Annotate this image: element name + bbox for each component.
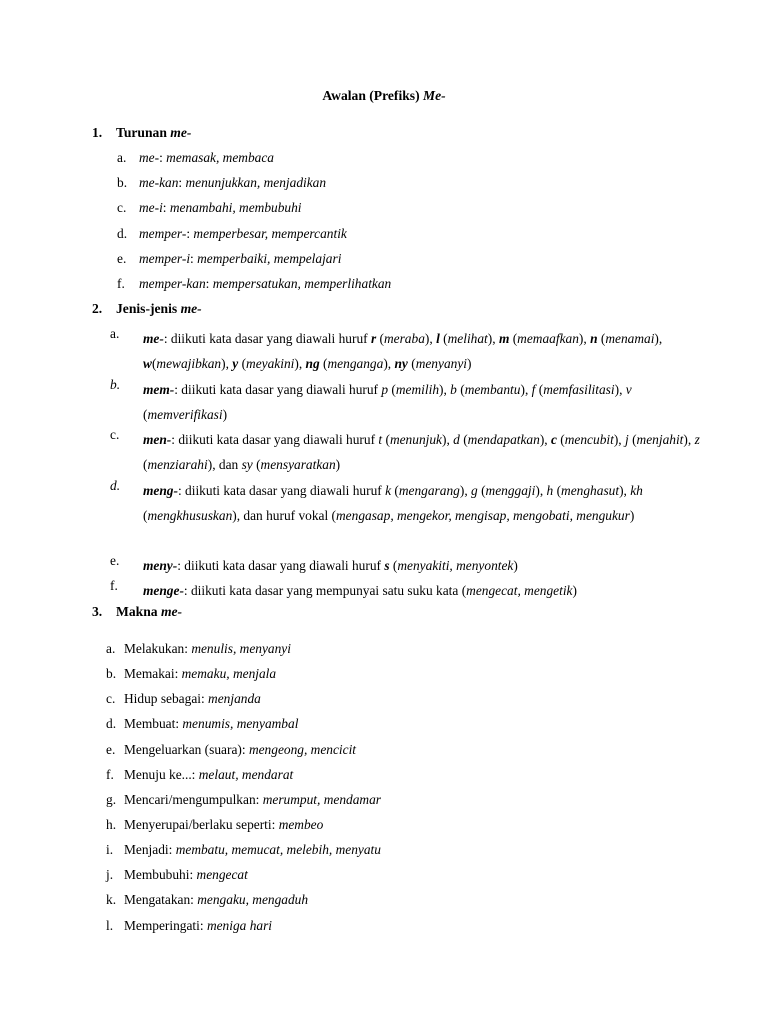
examples: menulis, menyanyi [191,641,291,656]
text-segment: ), [654,331,663,346]
list-item: c. me-i: menambahi, membubuhi [117,200,302,215]
meaning: Membuat: [124,716,183,731]
text-segment: ( [388,382,396,397]
emphasis-segment: y [232,356,239,372]
emphasis-segment: me- [143,331,164,346]
list-marker: e. [106,742,116,757]
page-title [0,88,768,104]
text-segment: ( [252,457,261,473]
emphasis-segment: t [378,432,383,447]
emphasis-segment: g [471,483,478,498]
list-item [106,767,293,783]
list-marker: f. [110,578,118,593]
emphasis-segment: j [625,432,629,447]
text-segment: ), [459,483,472,498]
emphasis-segment: kh [630,483,643,498]
emphasis-segment: meyakini [246,356,295,372]
list-item [110,553,702,578]
emphasis-segment: menjahit [636,432,684,447]
list-marker: f. [106,767,114,782]
text-segment: ( [459,432,468,447]
title-text: Awalan (Prefiks) [322,88,424,103]
section-number: 2. [92,301,103,316]
list-item [110,427,702,478]
list-marker: c. [106,691,116,706]
list-item [106,716,298,732]
emphasis-segment: mengecat, mengetik [466,583,573,598]
affix: memper-i [139,251,191,266]
text-segment: ( [319,356,328,372]
list-item-text [143,553,702,578]
text-segment: ), [294,356,306,372]
meaning: Mengatakan: [124,892,198,907]
list-marker: e. [110,553,120,568]
emphasis-segment: memilih [395,382,440,397]
list-item [106,918,272,934]
emphasis-segment: memaafkan [517,331,579,346]
emphasis-segment: r [370,331,377,346]
emphasis-segment: mengasap, mengekor, mengisap, mengobati, mengukur [336,508,630,524]
section-label: Jenis-jenis [116,301,181,316]
list-item: b. me-kan: menunjukkan, menjadikan [117,175,327,190]
text-segment: ( [143,407,148,423]
text-segment: ( [439,331,448,346]
meaning: Mengeluarkan (suara): [124,742,249,757]
text-segment: ( [556,432,565,447]
emphasis-segment: meng- [143,483,178,498]
text-segment: ), [520,382,532,397]
examples: menjanda [208,691,261,706]
section-emphasis: me- [160,604,183,619]
emphasis-segment: mengarang [398,483,460,498]
emphasis-segment: b [450,382,457,397]
text-segment: ), [424,331,437,346]
examples: memperbaiki, mempelajari [197,251,342,266]
text-segment: ), [439,382,451,397]
text-segment: ( [553,483,562,498]
section-number: 3. [92,604,103,619]
affix: me-kan [139,175,179,190]
examples: melaut, mendarat [198,767,294,782]
list-marker: c. [117,200,127,215]
meaning: Menuju ke...: [124,767,199,782]
meaning: Membubuhi: [124,867,197,882]
emphasis-segment: membantu [464,382,521,397]
emphasis-segment: memverifikasi [147,407,223,423]
emphasis-segment: l [436,331,440,346]
examples: memaku, menjala [181,666,277,681]
emphasis-segment: menge- [143,583,184,598]
text-segment: : diikuti kata dasar yang diawali huruf [171,432,379,447]
text-segment: ( [597,331,606,346]
meaning: Hidup sebagai: [124,691,209,706]
affix: me-i [139,200,163,215]
text-segment: ), [619,483,631,498]
emphasis-segment: v [625,382,632,397]
list-item [106,641,291,657]
emphasis-segment: d [453,432,460,447]
emphasis-segment: k [385,483,392,498]
meaning: Menjadi: [124,842,176,857]
affix: memper-kan [139,276,206,291]
examples: mengecat [196,867,248,882]
emphasis-segment: c [550,432,557,447]
text-segment: : diikuti kata dasar yang diawali huruf [174,382,382,397]
list-item [106,666,276,682]
emphasis-segment: sy [241,457,253,473]
text-segment: ( [143,457,148,473]
text-segment: ( [535,382,544,397]
emphasis-segment: menamai [605,331,655,346]
emphasis-segment: menyakiti, menyontek [397,558,514,573]
emphasis-segment: p [381,382,389,397]
emphasis-segment: memfasilitasi [543,382,615,397]
list-marker: b. [106,666,117,681]
emphasis-segment: menghasut [561,483,620,498]
text-segment: ) [572,583,577,598]
emphasis-segment: w [143,356,152,372]
text-segment: ), [614,382,626,397]
list-item-text [143,578,702,603]
list-item [106,792,381,808]
list-item [106,892,308,908]
list-item-text [143,478,702,529]
list-item [110,478,702,529]
section-label: Makna [116,604,161,619]
list-item [106,817,323,833]
emphasis-segment: menunjuk [389,432,442,447]
text-segment: ), [221,356,233,372]
title-emphasis: Me- [423,88,446,103]
text-segment: ), [539,432,551,447]
emphasis-segment: mewajibkan [156,356,222,372]
text-segment: : diikuti kata dasar yang diawali huruf [177,558,385,573]
text-segment: : diikuti kata dasar yang diawali huruf [163,331,371,346]
text-segment: ), [613,432,625,447]
text-segment: ), [487,331,499,346]
text-segment: : diikuti kata dasar yang mempunyai satu suku kata ( [183,583,467,598]
emphasis-segment: mengkhususkan [147,508,233,524]
emphasis-segment: s [384,558,390,573]
list-marker: f. [117,276,125,291]
list-item: a. me-: memasak, membaca [117,150,274,165]
emphasis-segment: melihat [447,331,488,346]
emphasis-segment: mensyaratkan [260,457,336,473]
list-item [110,377,702,428]
emphasis-segment: z [694,432,700,447]
list-marker: b. [110,377,121,392]
list-marker: k. [106,892,117,907]
text-segment: ( [376,331,384,346]
list-marker: a. [106,641,116,656]
list-item: d. memper-: memperbesar, mempercantik [117,226,347,241]
emphasis-segment: menggaji [485,483,536,498]
list-marker: c. [110,427,120,442]
text-segment: ), [383,356,395,372]
section-number: 1. [92,125,103,140]
text-segment: ( [477,483,486,498]
section-2-heading [92,301,202,317]
text-segment: ), [578,331,591,346]
examples: menambahi, membubuhi [169,200,302,215]
list-marker: g. [106,792,117,807]
emphasis-segment: men- [143,432,172,447]
section-emphasis: me- [170,125,192,140]
list-marker: d. [110,478,121,493]
text-segment: ) [513,558,518,573]
examples: memasak, membaca [166,150,274,165]
text-segment: ), [535,483,547,498]
text-segment: ), dan huruf vokal ( [232,508,337,524]
section-label: Turunan [116,125,171,140]
list-marker: i. [106,842,114,857]
examples: menunjukkan, menjadikan [185,175,327,190]
emphasis-segment: menganga [327,356,384,372]
emphasis-segment: meny- [143,558,178,573]
examples: membatu, memucat, melebih, menyatu [175,842,381,857]
section-1-heading [92,125,191,141]
text-segment: ( [382,432,390,447]
text-segment: ( [143,508,148,524]
meaning: Memakai: [124,666,182,681]
examples: membeo [278,817,324,832]
examples: menumis, menyambal [182,716,299,731]
text-segment: ) [467,356,472,372]
list-marker: d. [117,226,128,241]
examples: mengeong, mencicit [248,742,357,757]
emphasis-segment: ng [305,356,320,372]
list-item: f. memper-kan: mempersatukan, memperlihatkan [117,276,392,291]
list-marker: d. [106,716,117,731]
text-segment: ( [509,331,518,346]
text-segment: ), dan [207,457,242,473]
emphasis-segment: menziarahi [147,457,208,473]
affix: me- [139,150,160,165]
text-segment: ( [391,483,399,498]
text-segment: ) [222,407,228,423]
list-marker: h. [106,817,117,832]
emphasis-segment: m [498,331,510,346]
list-item-text [143,377,702,428]
list-marker: b. [117,175,128,190]
text-segment: ), [683,432,695,447]
list-item: e. memper-i: memperbaiki, mempelajari [117,251,342,266]
emphasis-segment: meraba [383,331,425,346]
text-segment: ( [389,558,398,573]
emphasis-segment: ny [394,356,408,372]
text-segment: ( [407,356,416,372]
list-item [106,842,381,858]
list-marker: j. [106,867,114,882]
list-marker: a. [117,150,127,165]
list-item [110,326,702,377]
list-item [106,691,261,707]
emphasis-segment: h [546,483,554,498]
affix: memper- [139,226,187,241]
text-segment: ( [151,356,157,372]
text-segment: ( [628,432,637,447]
examples: memperbesar, mempercantik [193,226,347,241]
emphasis-segment: mem- [143,382,175,397]
list-item [110,578,702,603]
list-marker: l. [106,918,114,933]
list-item-text [143,427,702,478]
text-segment: ), [442,432,454,447]
list-marker: a. [110,326,120,341]
emphasis-segment: f [531,382,536,397]
text-segment: ) [335,457,341,473]
section-emphasis: me- [180,301,202,316]
emphasis-segment: menyanyi [415,356,467,372]
meaning: Melakukan: [124,641,192,656]
meaning: Memperingati: [124,918,207,933]
examples: merumput, mendamar [262,792,381,807]
meaning: Mencari/mengumpulkan: [124,792,263,807]
examples: meniga hari [206,918,273,933]
section-3-heading [92,604,182,620]
emphasis-segment: mencubit [564,432,614,447]
emphasis-segment: n [590,331,598,346]
meaning: Menyerupai/berlaku seperti: [124,817,279,832]
examples: mengaku, mengaduh [197,892,309,907]
text-segment: ( [238,356,247,372]
text-segment: ( [456,382,465,397]
examples: mempersatukan, memperlihatkan [212,276,392,291]
list-item [106,867,248,883]
text-segment: : diikuti kata dasar yang diawali huruf [177,483,386,498]
list-marker: e. [117,251,127,266]
emphasis-segment: mendapatkan [467,432,540,447]
list-item [106,742,356,758]
list-item-text [143,326,702,377]
text-segment: ) [629,508,635,524]
